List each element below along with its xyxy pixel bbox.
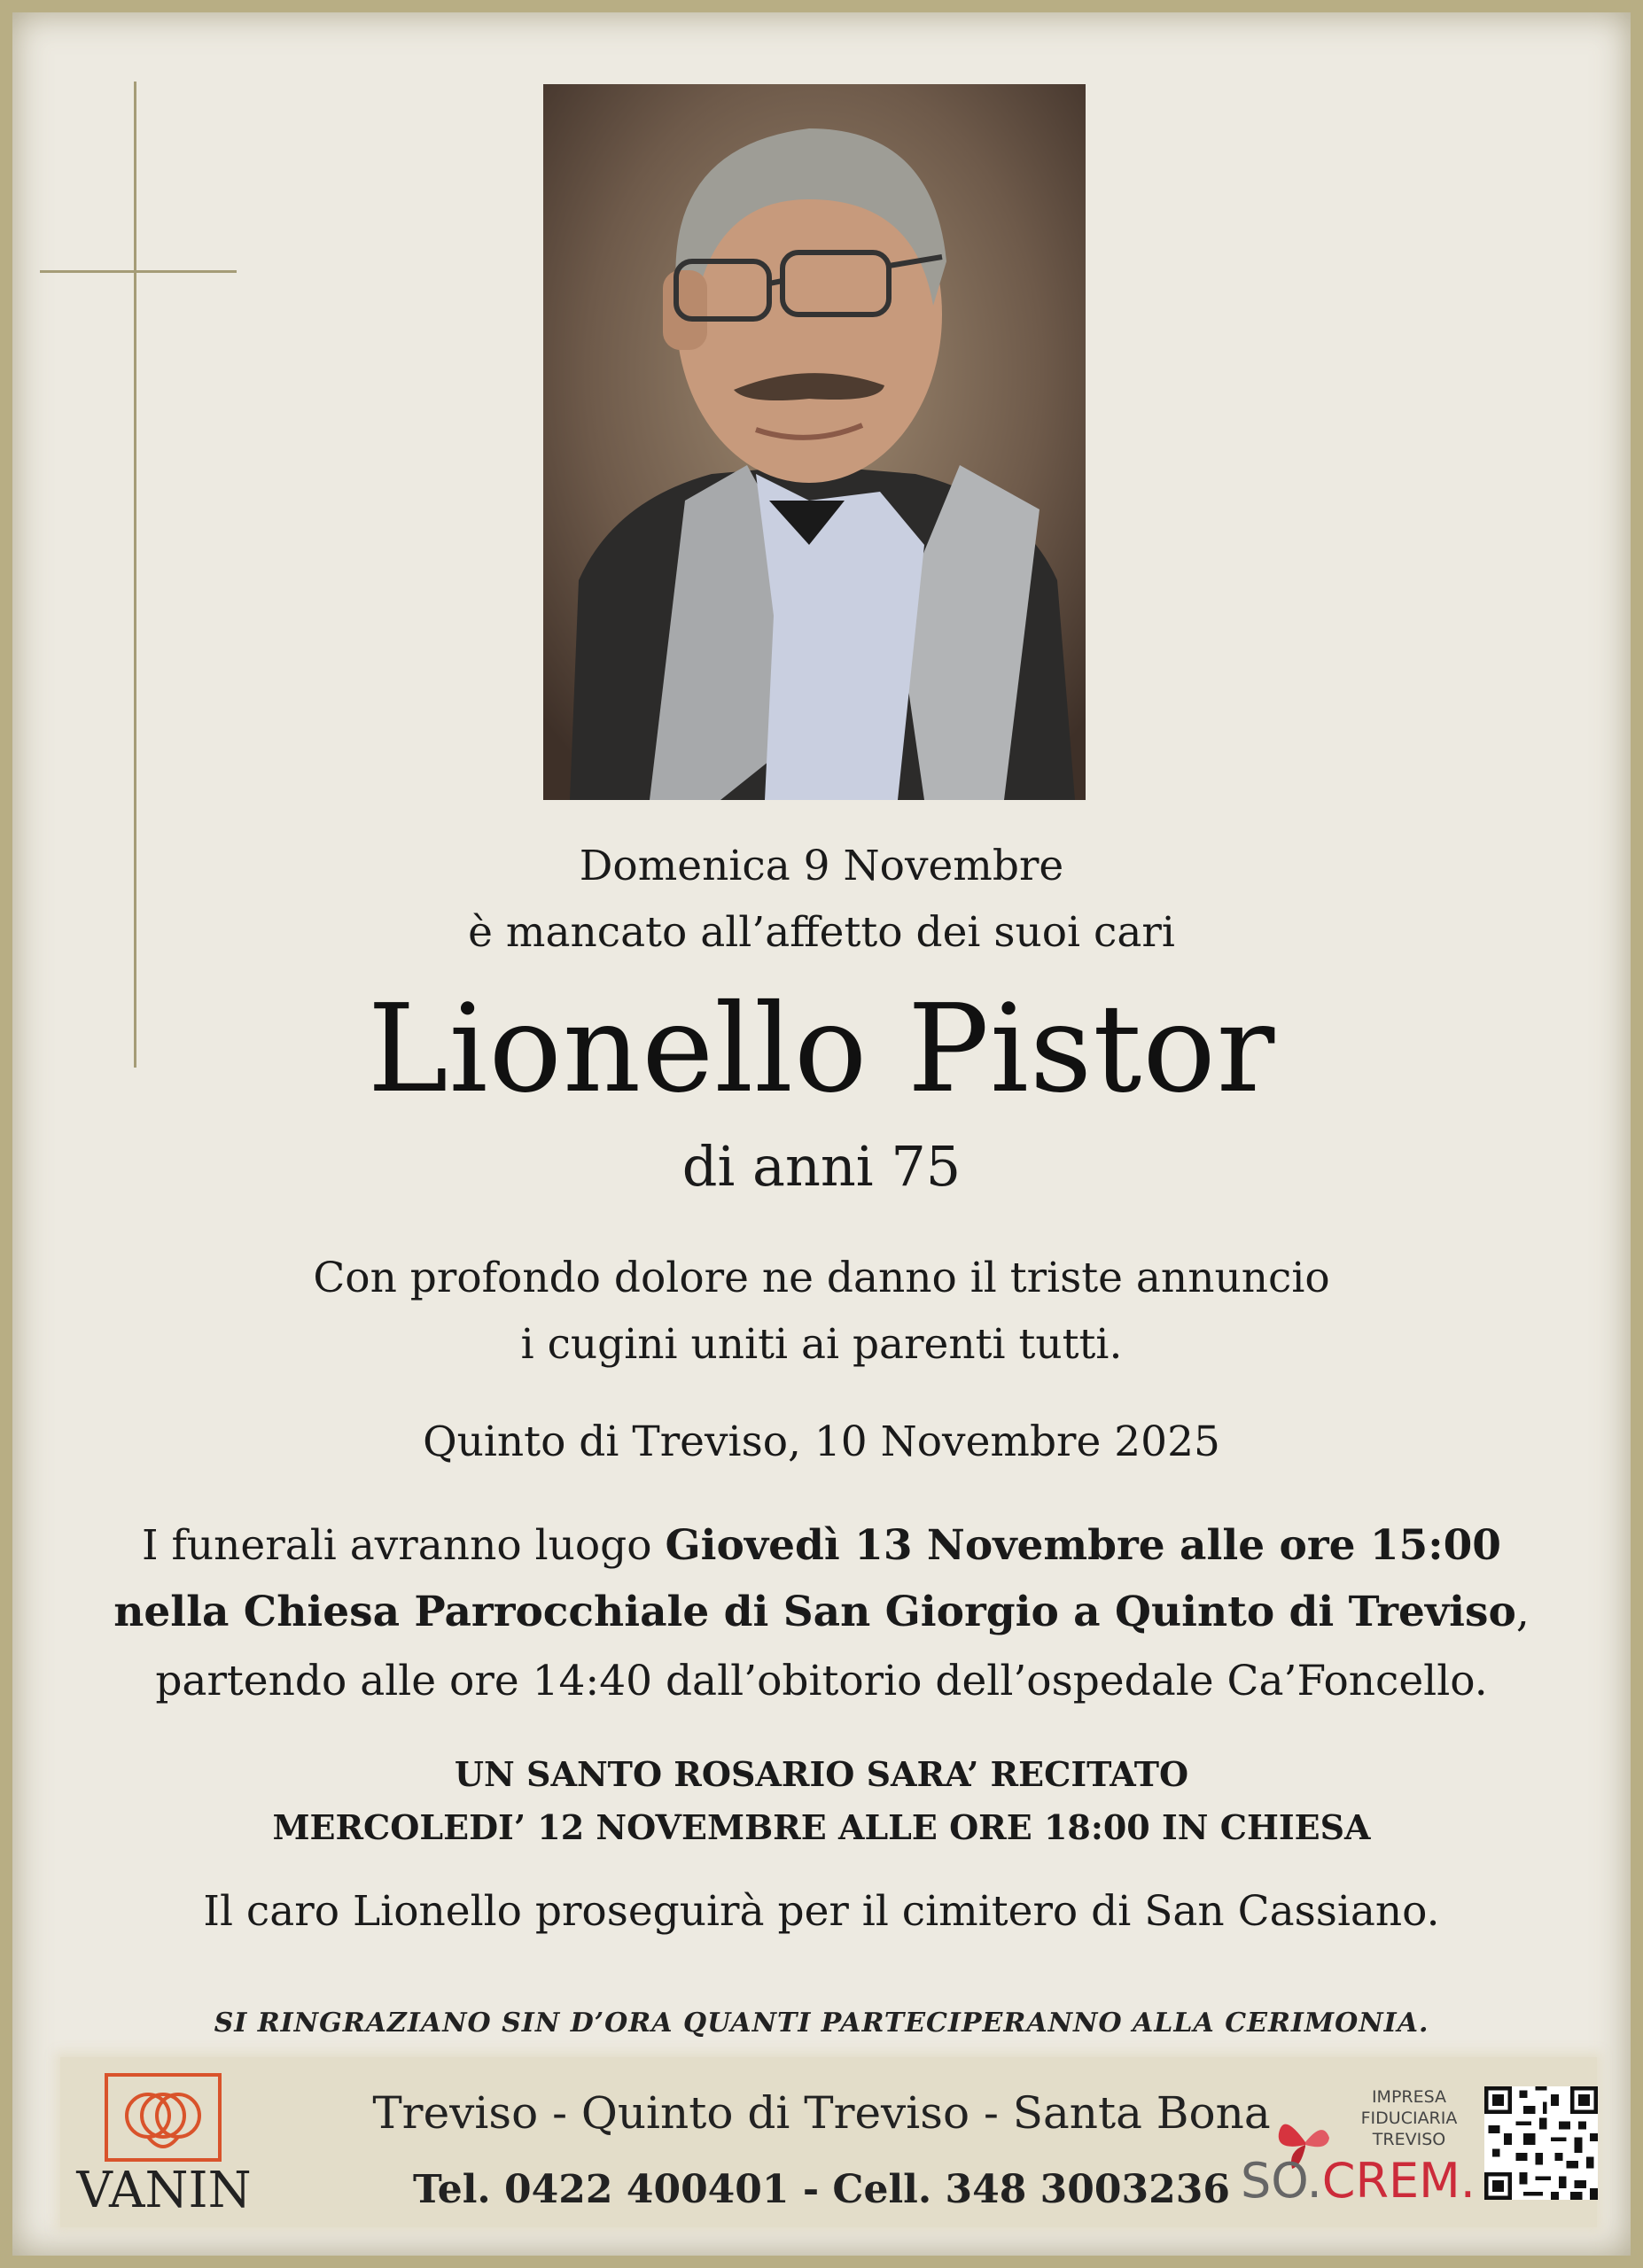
intro-date: Domenica 9 Novembre (579, 842, 1064, 890)
thanks-text: SI RINGRAZIANO SIN D’ORA QUANTI PARTECIPERANNO ALLA CERIMONIA. (214, 2008, 1429, 2039)
funeral-line-1-plain: I funerali avranno luogo (141, 1521, 666, 1570)
rosary-line-1: UN SANTO ROSARIO SARA’ RECITATO (454, 1754, 1189, 1794)
portrait-photo (543, 84, 1086, 800)
socrem-logo-a: SO. (1241, 2153, 1322, 2209)
footer-phones: Tel. 0422 400401 - Cell. 348 3003236 (413, 2167, 1230, 2212)
socrem-tagline (1351, 2086, 1467, 2150)
announcement-line-1: Con profondo dolore ne danno il triste annuncio (313, 1254, 1330, 1302)
funeral-line-2-plain: , (1515, 1588, 1530, 1636)
deceased-age: di anni 75 (681, 1134, 962, 1199)
place-date: Quinto di Treviso, 10 Novembre 2025 (423, 1418, 1220, 1466)
socrem-logo (1241, 2153, 1476, 2209)
cross-icon-horizontal (40, 270, 237, 273)
funeral-line-3: partendo alle ore 14:40 dall’obitorio dell’ospedale Ca’Foncello. (155, 1657, 1488, 1705)
rosary-line-2: MERCOLEDI’ 12 NOVEMBRE ALLE ORE 18:00 IN CHIESA (272, 1807, 1371, 1847)
qr-code-icon[interactable] (1484, 2086, 1598, 2200)
announcement-line-2: i cugini uniti ai parenti tutti. (520, 1320, 1123, 1369)
funeral-line-1 (0, 1521, 1643, 1570)
funeral-line-1-bold: Giovedì 13 Novembre alle ore 15:00 (665, 1521, 1502, 1570)
vanin-brand: VANIN (76, 2162, 252, 2219)
portrait-illustration (543, 84, 1086, 800)
socrem-tagline-2: FIDUCIARIA (1360, 2109, 1458, 2128)
socrem-logo-b: CREM. (1321, 2153, 1476, 2209)
socrem-tagline-3: TREVISO (1372, 2130, 1446, 2149)
burial-text: Il caro Lionello proseguirà per il cimitero di San Cassiano. (203, 1887, 1440, 1936)
intro-text: è mancato all’affetto dei suoi cari (468, 908, 1175, 957)
footer-locations: Treviso - Quinto di Treviso - Santa Bona (372, 2087, 1271, 2139)
deceased-name: Lionello Pistor (367, 979, 1276, 1120)
funeral-line-2-bold: nella Chiesa Parrocchiale di San Giorgio a Quinto di Treviso (113, 1588, 1516, 1636)
socrem-tagline-1: IMPRESA (1371, 2087, 1447, 2107)
funeral-line-2 (0, 1588, 1643, 1636)
